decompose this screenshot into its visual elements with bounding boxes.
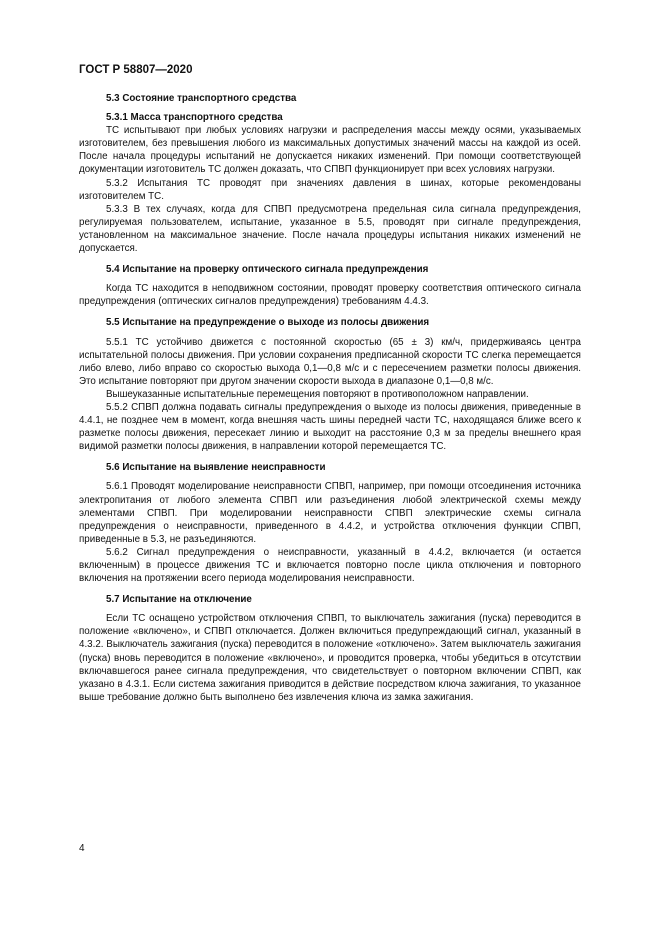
paragraph-5-5-1: 5.5.1 ТС устойчиво движется с постоянной скоростью (65 ± 3) км/ч, придерживаясь центра испытательной полосы движения. При условии сохранения предписанной скорости ТС слегка перемещается либо влево, либо вправо со скоростью выхода 0,1—0,8 м/с и с пересечением разметки полосы движения. Это испытание повторяют при другом значении скорости выхода в диапазоне 0,1—0,8 м/с. [79,336,581,387]
document-code-header: ГОСТ Р 58807—2020 [79,64,193,76]
paragraph-5-6-2: 5.6.2 Сигнал предупреждения о неисправности, указанный в 4.4.2, включается (и остается включенным) в процессе движения ТС и включается повторно после цикла отключения и повторного включения на протяжении всего периода моделирования неисправности. [79,546,581,585]
page-number: 4 [79,843,85,854]
section-5-5-heading: 5.5 Испытание на предупреждение о выходе из полосы движения [106,317,430,329]
paragraph-5-3-1: ТС испытывают при любых условиях нагрузки и распределения массы между осями, указываемых изготовителем, без превышения любого из максимальных допустимых значений массы на каждой из осей. После начала процедуры испытаний не допускается никаких изменений. При помощи соответствующей документации изготовитель ТС должен доказать, что СПВП функционирует при всех условиях нагрузки. [79,125,581,176]
section-5-4-heading: 5.4 Испытание на проверку оптического сигнала предупреждения [106,264,429,276]
paragraph-5-3-2: 5.3.2 Испытания ТС проводят при значениях давления в шинах, которые рекомендованы изготовителем ТС. [79,177,581,202]
paragraph-5-7: Если ТС оснащено устройством отключения СПВП, то выключатель зажигания (пуска) переводится в положение «включено», и СПВП отключается. Должен включиться предупреждающий сигнал, указанный в 4.3.2. Выключатель зажигания (пуска) переводится в положение «отключено». Затем выключатель зажигания (пуска) вновь переводится в положение «включено», и проводится проверка, чтобы убедиться в отсутствии включавшегося ранее сигнала предупреждения, что свидетельствует о повторном включении СПВП, как указано в 4.3.1. Если система зажигания приводится в действие посредством ключа зажигания, то указанное выше требование должно быть выполнено без извлечения ключа из замка зажигания. [79,613,581,703]
section-5-7-heading: 5.7 Испытание на отключение [106,594,252,606]
subsection-5-3-1-heading: 5.3.1 Масса транспортного средства [106,112,283,124]
section-5-3-heading: 5.3 Состояние транспортного средства [106,93,297,104]
paragraph-5-5-2: 5.5.2 СПВП должна подавать сигналы предупреждения о выходе из полосы движения, приведенные в 4.4.1, не позднее чем в момент, когда внешняя часть шины передней части ТС, находящаяся ближе всего к разметке полосы движения, пересекает линию и выходит на расстояние 0,3 м за пределы внешнего края видимой разметки полосы движения, в направлении которой перемещается ТС. [79,401,581,453]
paragraph-5-6-1: 5.6.1 Проводят моделирование неисправности СПВП, например, при помощи отсоединения источника электропитания от любого элемента СПВП или разъединения любой электрической схемы между элементами СПВП. При моделировании неисправности СПВП электрические схемы сигнала предупреждения о неисправности, приведенного в 4.4.2, и устройства отключения функции СПВП, приведенные в 5.3, не разъединяются. [79,481,581,545]
document-body [79,92,581,704]
paragraph-5-3-3: 5.3.3 В тех случаях, когда для СПВП предусмотрена предельная сила сигнала предупреждения, регулируемая пользователем, испытание, указанное в 5.5, проводят при сигнале предупреждения, установленном на максимальное значение. После начала процедуры испытания никаких изменений не допускается. [79,203,581,255]
paragraph-5-5-1-cont: Вышеуказанные испытательные перемещения повторяют в противоположном направлении. [106,388,529,400]
section-5-6-heading: 5.6 Испытание на выявление неисправности [106,462,326,474]
paragraph-5-4: Когда ТС находится в неподвижном состоянии, проводят проверку соответствия оптического сигнала предупреждения (оптических сигналов предупреждения) требованиям 4.4.3. [79,283,581,308]
